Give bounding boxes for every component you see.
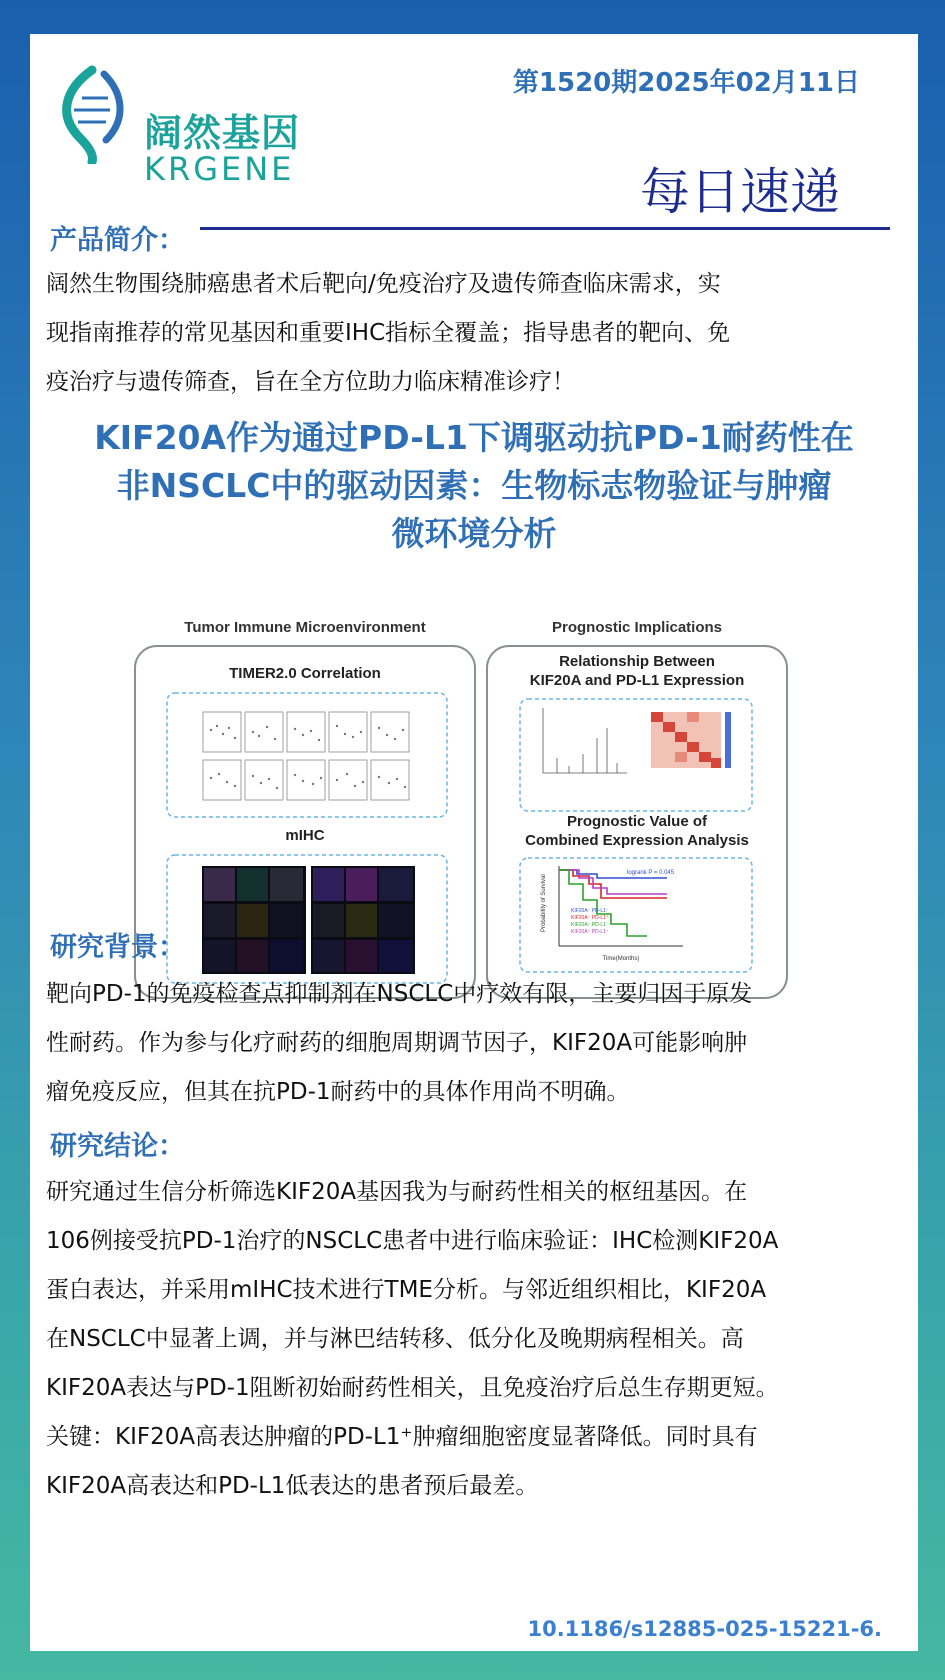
product-intro-heading: 产品简介：: [50, 225, 185, 256]
text-line: 关键：KIF20A高表达肿瘤的PD-L1⁺肿瘤细胞密度显著降低。同时具有: [46, 1424, 758, 1450]
km-curve-thumbnail: [541, 866, 683, 962]
issue-date: 第1520期2025年02月11日: [512, 68, 860, 98]
section-banner: 每日速递: [640, 163, 840, 221]
km-logrank: logrank P = 0.045: [627, 870, 675, 876]
relationship-title-line: KIF20A and PD-L1 Expression: [529, 672, 745, 689]
text-line: 瘤免疫反应，但其在抗PD-1耐药中的具体作用尚不明确。: [46, 1079, 630, 1105]
graphical-abstract: [127, 608, 827, 1008]
timer-box: [167, 693, 447, 817]
correlation-scatter-grid: [203, 712, 409, 800]
text-line: 在NSCLC中显著上调，并与淋巴结转移、低分化及晚期病程相关。高: [46, 1326, 744, 1352]
content-card: [30, 34, 918, 1651]
mihc-image-grid: [202, 866, 415, 974]
text-line: 疫治疗与遗传筛查，旨在全方位助力临床精准诊疗！: [46, 369, 575, 395]
article-title: [30, 414, 918, 558]
banner-underline: [200, 227, 890, 230]
brand-name-en: KRGENE: [144, 150, 295, 188]
text-line: 性耐药。作为参与化疗耐药的细胞周期调节因子，KIF20A可能影响肿: [46, 1030, 748, 1056]
correlation-dots: [210, 725, 406, 789]
product-intro-text: [46, 260, 906, 407]
text-line: 研究通过生信分析筛选KIF20A基因我为与耐药性相关的枢纽基因。在: [46, 1179, 748, 1205]
background-heading: 研究背景：: [50, 932, 185, 963]
abstract-figure: [127, 608, 827, 1008]
text-line: 现指南推荐的常见基因和重要IHC指标全覆盖；指导患者的靶向、免: [46, 320, 731, 346]
km-xlabel: Time(Months): [602, 956, 640, 962]
conclusion-text: [46, 1168, 906, 1511]
text-line: 阔然生物围绕肺癌患者术后靶向/免疫治疗及遗传筛查临床需求，实: [46, 271, 721, 297]
km-legend-item: KIF20A⁻ PD-L1⁺: [571, 915, 609, 921]
mihc-title: mIHC: [285, 827, 325, 844]
brand-name-cn: 阔然基因: [144, 111, 301, 155]
text-line: KIF20A表达与PD-1阻断初始耐药性相关，且免疫治疗后总生存期更短。: [46, 1375, 779, 1401]
left-panel-title: Tumor Immune Microenvironment: [184, 619, 426, 636]
text-line: 靶向PD-1的免疫检查点抑制剂在NSCLC中疗效有限，主要归因于原发: [46, 981, 753, 1007]
right-panel-title: Prognostic Implications: [551, 619, 723, 636]
title-line: 非NSCLC中的驱动因素：生物标志物验证与肿瘤: [116, 466, 832, 505]
km-legend-item: KIF20A⁺ PD-L1⁺: [571, 929, 609, 935]
dna-swirl-icon: [44, 64, 144, 164]
km-ylabel: Probability of Survival: [541, 874, 547, 932]
brand-logo: [44, 64, 314, 188]
text-line: 蛋白表达，并采用mIHC技术进行TME分析。与邻近组织相比，KIF20A: [46, 1277, 767, 1303]
timer-title: TIMER2.0 Correlation: [229, 665, 381, 682]
km-legend-item: KIF20A⁻ PD-L1⁻: [571, 908, 609, 914]
bar-plot-thumbnail: [543, 708, 627, 773]
km-legend-item: KIF20A⁺ PD-L1⁻: [571, 922, 609, 928]
title-line: KIF20A作为通过PD-L1下调驱动抗PD-1耐药性在: [94, 418, 854, 457]
title-line: 微环境分析: [391, 514, 557, 553]
doi-link[interactable]: 10.1186/s12885-025-15221-6.: [527, 1617, 882, 1641]
prognostic-title-line: Combined Expression Analysis: [525, 832, 749, 849]
prognostic-title-line: Prognostic Value of: [566, 813, 708, 830]
text-line: 106例接受抗PD-1治疗的NSCLC患者中进行临床验证：IHC检测KIF20A: [46, 1228, 779, 1254]
conclusion-heading: 研究结论：: [50, 1131, 185, 1162]
background-text: [46, 970, 906, 1117]
heatmap-thumbnail: [651, 712, 731, 768]
text-line: KIF20A高表达和PD-L1低表达的患者预后最差。: [46, 1473, 539, 1499]
relationship-title-line: Relationship Between: [559, 653, 715, 670]
